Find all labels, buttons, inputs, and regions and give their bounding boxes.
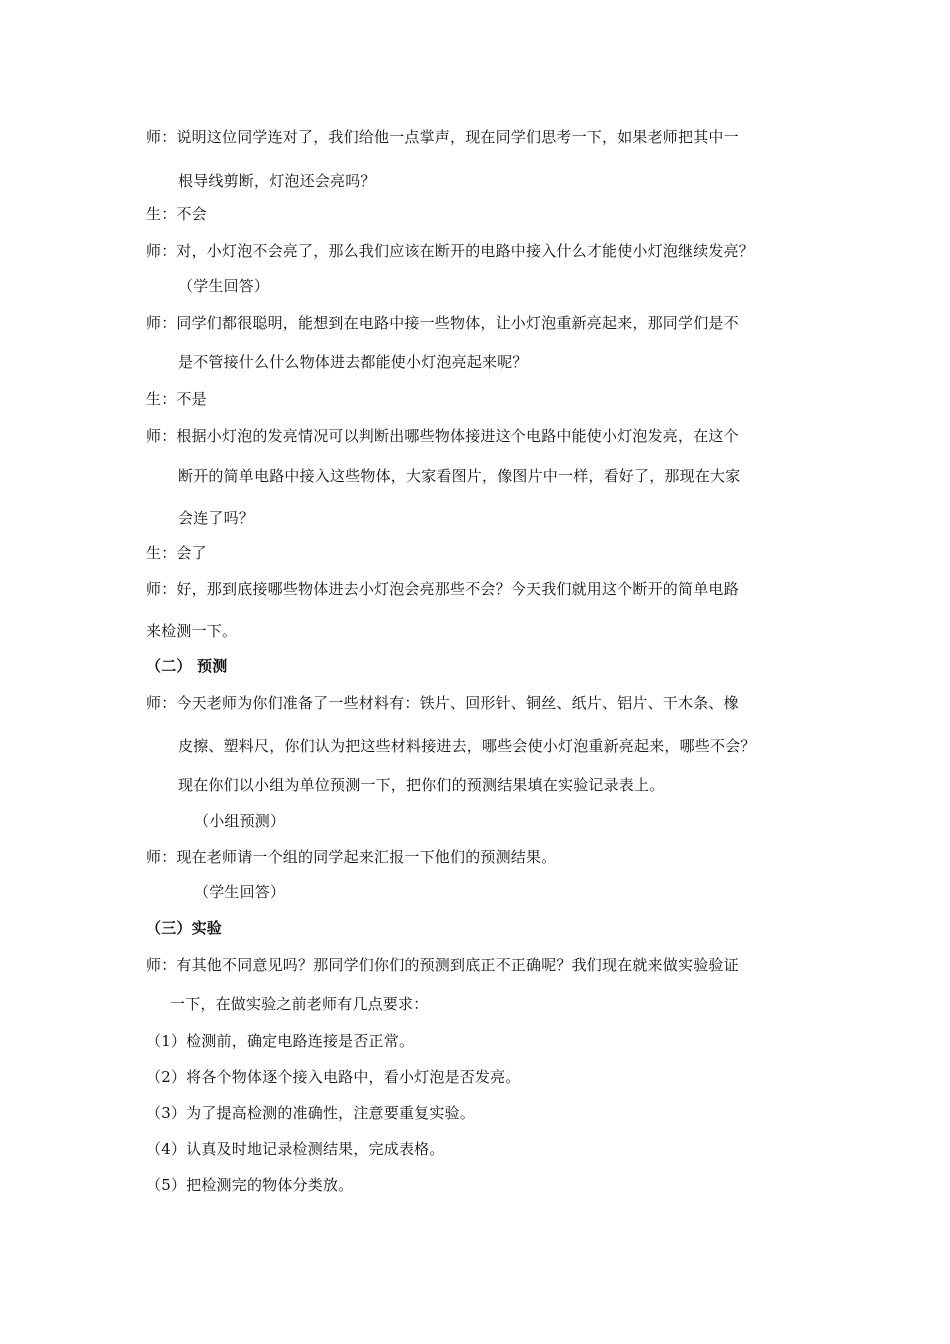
text-line: 生：不是 (146, 390, 207, 408)
section-heading: （二） 预测 (146, 657, 228, 675)
text-line: 师：现在老师请一个组的同学起来汇报一下他们的预测结果。 (146, 848, 557, 866)
text-line: 会连了吗？ (178, 509, 255, 527)
text-line: 师：好，那到底接哪些物体进去小灯泡会亮那些不会？今天我们就用这个断开的简单电路 (146, 580, 739, 598)
section-heading: （三）实验 (146, 919, 223, 937)
text-line: （小组预测） (194, 812, 286, 830)
list-item: （2）将各个物体逐个接入电路中，看小灯泡是否发亮。 (146, 1068, 521, 1086)
text-line: 师：对，小灯泡不会亮了，那么我们应该在断开的电路中接入什么才能使小灯泡继续发亮？ (146, 242, 755, 260)
text-line: 师：有其他不同意见吗？那同学们你们的预测到底正不正确呢？我们现在就来做实验验证 (146, 956, 739, 974)
text-line: 师：根据小灯泡的发亮情况可以判断出哪些物体接进这个电路中能使小灯泡发亮，在这个 (146, 427, 739, 445)
list-item: （4）认真及时地记录检测结果，完成表格。 (146, 1140, 445, 1158)
text-line: 来检测一下。 (146, 622, 238, 640)
text-line: 师：同学们都很聪明，能想到在电路中接一些物体，让小灯泡重新亮起来，那同学们是不 (146, 314, 739, 332)
text-line: （学生回答） (178, 277, 270, 295)
text-line: 现在你们以小组为单位预测一下，把你们的预测结果填在实验记录表上。 (178, 776, 665, 794)
text-line: 师：说明这位同学连对了，我们给他一点掌声，现在同学们思考一下，如果老师把其中一 (146, 128, 739, 146)
text-line: 生：不会 (146, 205, 207, 223)
text-line: 根导线剪断，灯泡还会亮吗？ (178, 172, 376, 190)
list-item: （5）把检测完的物体分类放。 (146, 1176, 354, 1194)
list-item: （1）检测前，确定电路连接是否正常。 (146, 1032, 415, 1050)
text-line: 断开的简单电路中接入这些物体，大家看图片，像图片中一样，看好了，那现在大家 (178, 467, 741, 485)
text-line: 皮擦、塑料尺，你们认为把这些材料接进去，哪些会使小灯泡重新亮起来，哪些不会？ (178, 737, 756, 755)
text-line: 一下，在做实验之前老师有几点要求： (170, 995, 429, 1013)
text-line: 师：今天老师为你们准备了一些材料有：铁片、回形针、铜丝、纸片、铝片、干木条、橡 (146, 694, 739, 712)
text-line: （学生回答） (194, 883, 286, 901)
list-item: （3）为了提高检测的准确性，注意要重复实验。 (146, 1104, 475, 1122)
text-line: 是不管接什么什么物体进去都能使小灯泡亮起来呢？ (178, 353, 528, 371)
text-line: 生：会了 (146, 544, 207, 562)
